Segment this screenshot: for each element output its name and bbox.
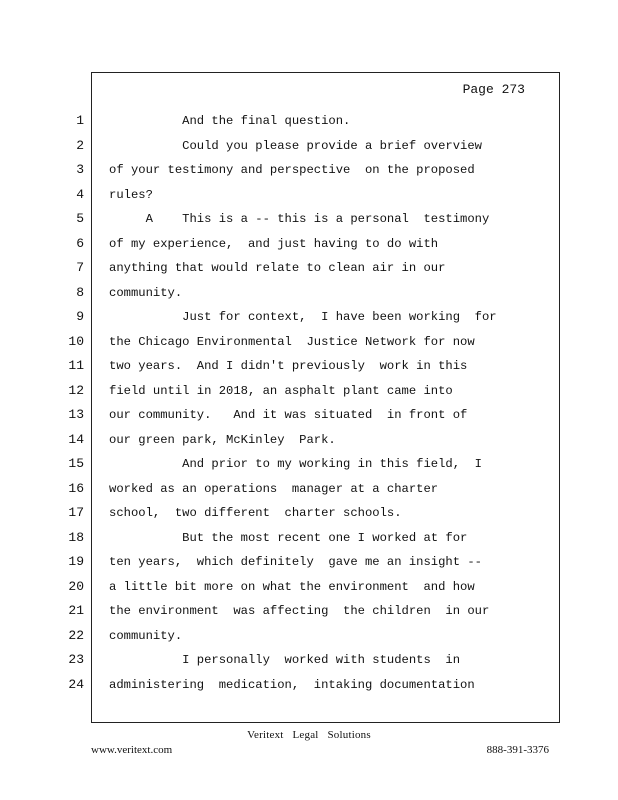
transcript-line: our green park, McKinley Park.: [109, 433, 336, 447]
line-number: 22: [68, 628, 84, 643]
line-number: 1: [76, 113, 84, 128]
line-number: 8: [76, 285, 84, 300]
transcript-line: the Chicago Environmental Justice Network for now: [109, 335, 475, 349]
line-number: 24: [68, 677, 84, 692]
footer-phone: 888-391-3376: [486, 744, 549, 756]
line-number: 19: [68, 554, 84, 569]
transcript-line: And prior to my working in this field, I: [109, 457, 482, 471]
transcript-line: worked as an operations manager at a charter: [109, 482, 439, 496]
transcript-line: Could you please provide a brief overview: [109, 139, 482, 153]
line-number: 11: [68, 358, 84, 373]
transcript-line: Just for context, I have been working for: [109, 310, 497, 324]
transcript-line: our community. And it was situated in front of: [109, 408, 468, 422]
line-number: 16: [68, 481, 84, 496]
transcript-line: And the final question.: [109, 114, 351, 128]
line-number: 3: [76, 162, 84, 177]
line-number: 9: [76, 309, 84, 324]
transcript-line: the environment was affecting the children in our: [109, 604, 490, 618]
line-number: 6: [76, 236, 84, 251]
transcript-line: community.: [109, 286, 183, 300]
transcript-line: anything that would relate to clean air in our: [109, 261, 446, 275]
line-number: 17: [68, 505, 84, 520]
transcript-line: administering medication, intaking documentation: [109, 678, 475, 692]
line-number: 18: [68, 530, 84, 545]
line-number: 20: [68, 579, 84, 594]
transcript-line: ten years, which definitely gave me an insight --: [109, 555, 482, 569]
transcript-line: school, two different charter schools.: [109, 506, 402, 520]
transcript-line: of my experience, and just having to do with: [109, 237, 439, 251]
transcript-line: But the most recent one I worked at for: [109, 531, 468, 545]
line-number: 15: [68, 456, 84, 471]
transcript-line: two years. And I didn't previously work in this: [109, 359, 468, 373]
page-number: Page 273: [462, 82, 525, 97]
line-number: 12: [68, 383, 84, 398]
line-number: 7: [76, 260, 84, 275]
transcript-line: A This is a -- this is a personal testimony: [109, 212, 490, 226]
line-number: 23: [68, 652, 84, 667]
line-number: 10: [68, 334, 84, 349]
line-number: 4: [76, 187, 84, 202]
transcript-line: of your testimony and perspective on the proposed: [109, 163, 475, 177]
footer-website: www.veritext.com: [91, 744, 173, 756]
transcript-line: field until in 2018, an asphalt plant came into: [109, 384, 453, 398]
line-number: 21: [68, 603, 84, 618]
line-number: 5: [76, 211, 84, 226]
line-number: 13: [68, 407, 84, 422]
transcript-line: I personally worked with students in: [109, 653, 461, 667]
transcript-line: community.: [109, 629, 183, 643]
line-number: 2: [76, 138, 84, 153]
transcript-line: rules?: [109, 188, 153, 202]
transcript-line: a little bit more on what the environment and how: [109, 580, 475, 594]
line-number: 14: [68, 432, 84, 447]
footer-firm-name: Veritext Legal Solutions: [247, 729, 371, 741]
